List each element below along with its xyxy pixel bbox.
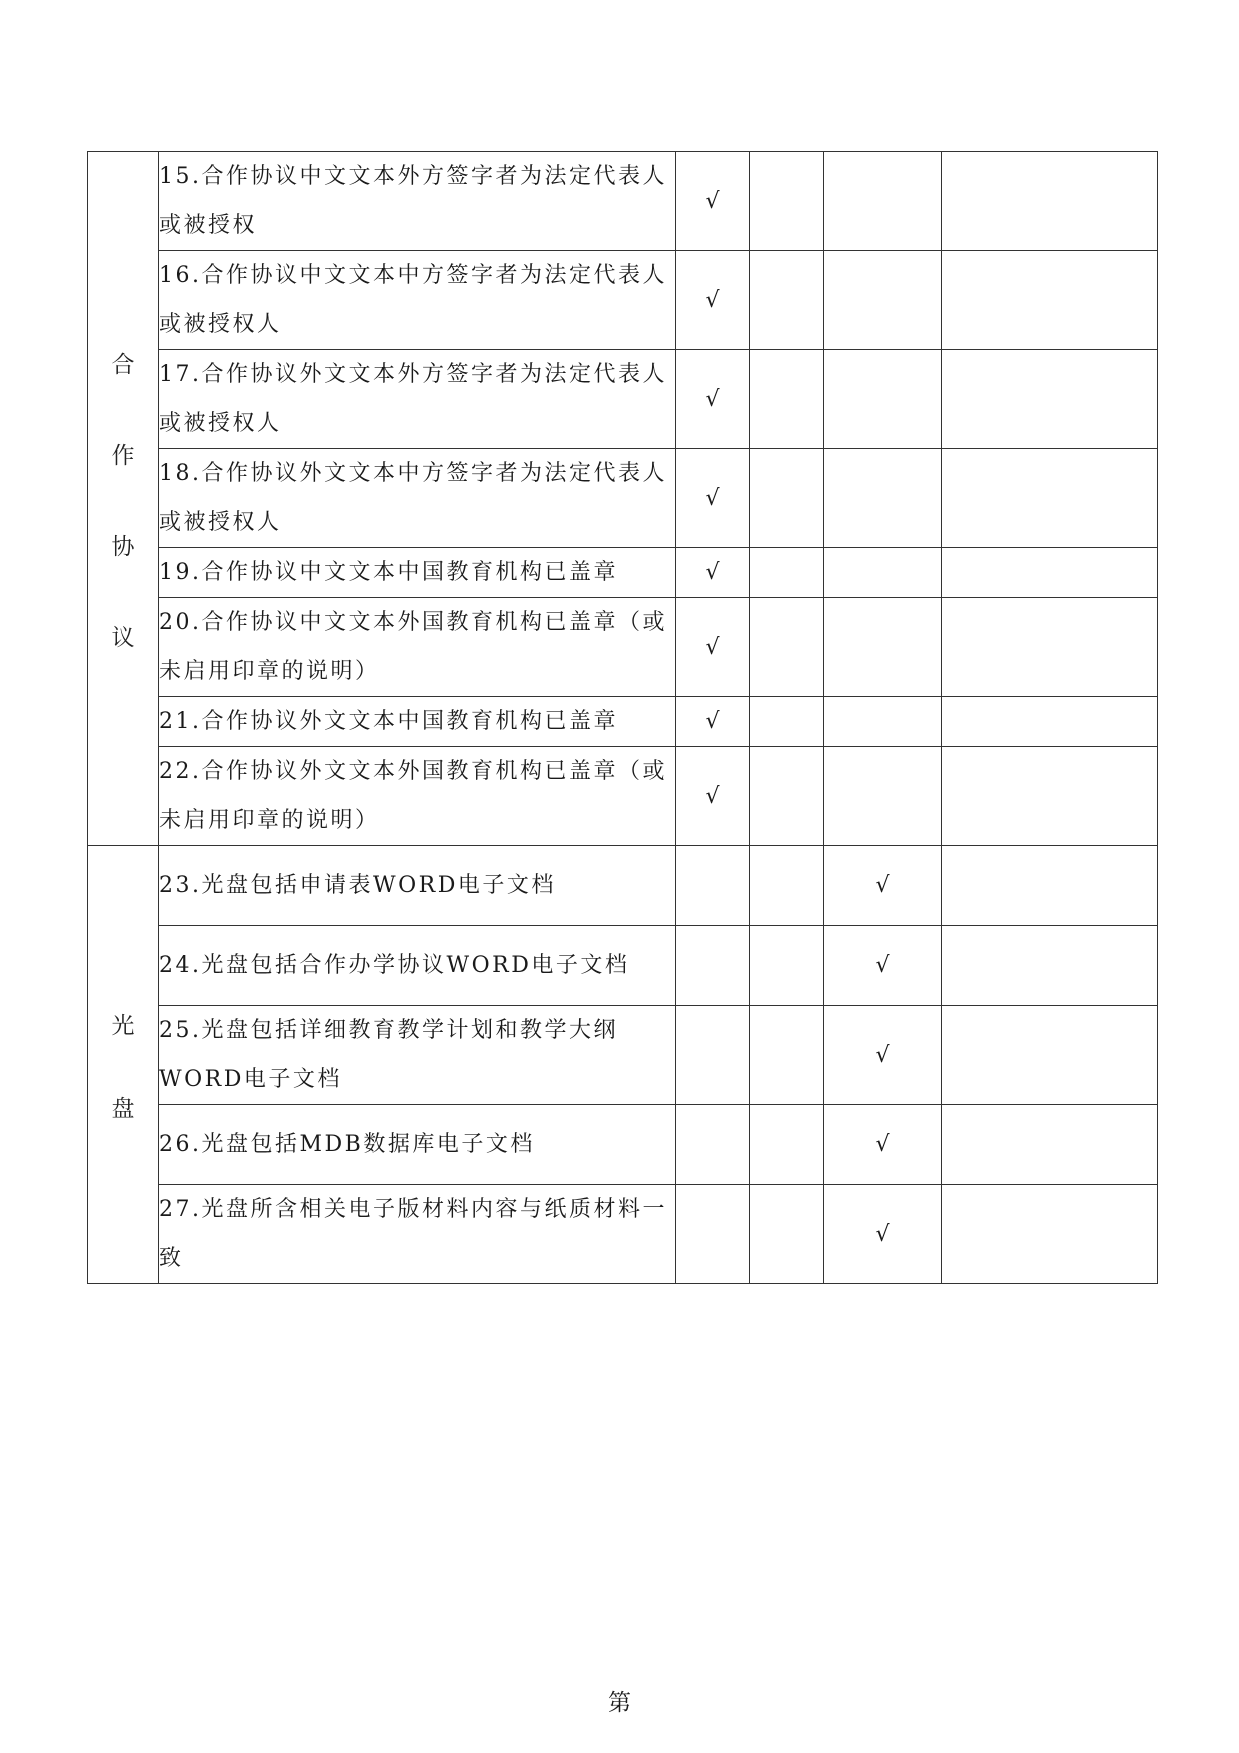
remark-cell <box>942 1105 1158 1185</box>
table-row <box>88 747 1158 846</box>
check-cell-3 <box>824 747 942 846</box>
item-text: 21.合作协议外文文本中国教育机构已盖章 <box>159 697 676 747</box>
remark-cell <box>942 846 1158 926</box>
check-cell-2 <box>750 1006 824 1105</box>
check-cell-2 <box>750 697 824 747</box>
table-row <box>88 251 1158 350</box>
check-cell-1: √ <box>676 152 750 251</box>
checklist-table <box>87 151 1158 1284</box>
category-char: 盘 <box>111 1095 135 1122</box>
check-cell-3: √ <box>824 846 942 926</box>
item-text: 15.合作协议中文文本外方签字者为法定代表人或被授权 <box>159 152 676 251</box>
item-text: 23.光盘包括申请表WORD电子文档 <box>159 846 676 926</box>
table-row <box>88 697 1158 747</box>
remark-cell <box>942 350 1158 449</box>
check-cell-1 <box>676 1185 750 1284</box>
remark-cell <box>942 747 1158 846</box>
check-cell-2 <box>750 449 824 548</box>
check-cell-3 <box>824 449 942 548</box>
category-char: 合 <box>111 351 135 378</box>
check-cell-3: √ <box>824 1105 942 1185</box>
category-cell-disk <box>88 846 159 1284</box>
table-row <box>88 1105 1158 1185</box>
item-text: 17.合作协议外文文本外方签字者为法定代表人或被授权人 <box>159 350 676 449</box>
remark-cell <box>942 152 1158 251</box>
remark-cell <box>942 926 1158 1006</box>
check-cell-2 <box>750 846 824 926</box>
table-row <box>88 350 1158 449</box>
check-cell-2 <box>750 350 824 449</box>
remark-cell <box>942 548 1158 598</box>
check-cell-2 <box>750 152 824 251</box>
category-char: 议 <box>111 624 135 651</box>
item-text: 16.合作协议中文文本中方签字者为法定代表人或被授权人 <box>159 251 676 350</box>
remark-cell <box>942 251 1158 350</box>
check-cell-1: √ <box>676 548 750 598</box>
check-cell-1: √ <box>676 251 750 350</box>
remark-cell <box>942 449 1158 548</box>
check-cell-3 <box>824 251 942 350</box>
item-text: 20.合作协议中文文本外国教育机构已盖章（或未启用印章的说明） <box>159 598 676 697</box>
check-cell-1: √ <box>676 350 750 449</box>
page-footer: 第 <box>608 1690 631 1716</box>
remark-cell <box>942 598 1158 697</box>
check-cell-3 <box>824 548 942 598</box>
category-char: 作 <box>111 442 135 469</box>
check-cell-1: √ <box>676 697 750 747</box>
check-cell-3 <box>824 152 942 251</box>
item-text: 24.光盘包括合作办学协议WORD电子文档 <box>159 926 676 1006</box>
check-cell-1: √ <box>676 747 750 846</box>
item-text: 22.合作协议外文文本外国教育机构已盖章（或未启用印章的说明） <box>159 747 676 846</box>
check-cell-1: √ <box>676 449 750 548</box>
check-cell-2 <box>750 251 824 350</box>
item-text: 18.合作协议外文文本中方签字者为法定代表人或被授权人 <box>159 449 676 548</box>
table-row <box>88 1006 1158 1105</box>
check-cell-2 <box>750 548 824 598</box>
check-cell-3: √ <box>824 926 942 1006</box>
check-cell-2 <box>750 747 824 846</box>
check-cell-3 <box>824 598 942 697</box>
check-cell-1: √ <box>676 598 750 697</box>
remark-cell <box>942 697 1158 747</box>
check-cell-3: √ <box>824 1185 942 1284</box>
table-row <box>88 1185 1158 1284</box>
check-cell-1 <box>676 1006 750 1105</box>
check-cell-3 <box>824 697 942 747</box>
check-cell-2 <box>750 926 824 1006</box>
check-cell-3: √ <box>824 1006 942 1105</box>
table-row <box>88 598 1158 697</box>
check-cell-3 <box>824 350 942 449</box>
table-row <box>88 548 1158 598</box>
item-text: 26.光盘包括MDB数据库电子文档 <box>159 1105 676 1185</box>
item-text: 19.合作协议中文文本中国教育机构已盖章 <box>159 548 676 598</box>
check-cell-2 <box>750 1185 824 1284</box>
category-cell-agreement <box>88 152 159 846</box>
check-cell-2 <box>750 598 824 697</box>
table-row <box>88 846 1158 926</box>
check-cell-2 <box>750 1105 824 1185</box>
remark-cell <box>942 1185 1158 1284</box>
remark-cell <box>942 1006 1158 1105</box>
category-char: 光 <box>111 1012 135 1039</box>
check-cell-1 <box>676 1105 750 1185</box>
item-text: 25.光盘包括详细教育教学计划和教学大纲WORD电子文档 <box>159 1006 676 1105</box>
check-cell-1 <box>676 846 750 926</box>
item-text: 27.光盘所含相关电子版材料内容与纸质材料一致 <box>159 1185 676 1284</box>
category-char: 协 <box>111 533 135 560</box>
table-row <box>88 152 1158 251</box>
check-cell-1 <box>676 926 750 1006</box>
table-row <box>88 449 1158 548</box>
table-row <box>88 926 1158 1006</box>
